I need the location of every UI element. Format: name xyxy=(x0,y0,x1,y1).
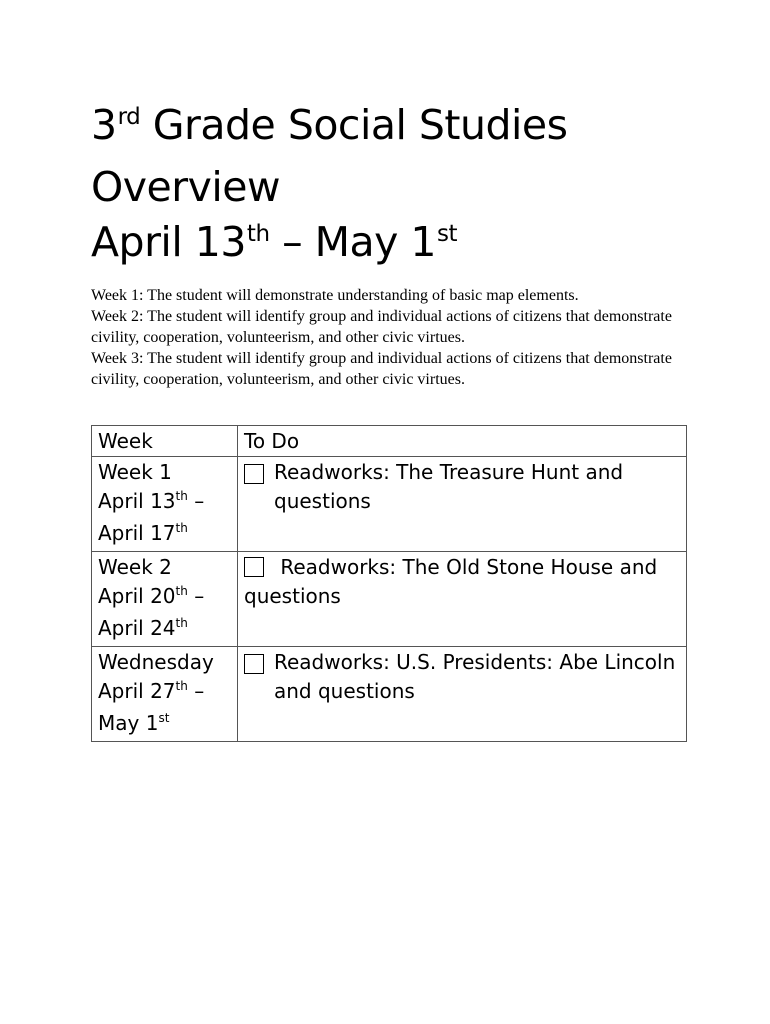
weekly-objectives xyxy=(91,285,691,390)
title-line-1 xyxy=(91,98,568,160)
objective-week-1: Week 1: The student will demonstrate understanding of basic map elements. xyxy=(91,287,579,304)
checkbox[interactable] xyxy=(244,654,264,674)
todo-table xyxy=(91,425,687,742)
week-label: Week 2 xyxy=(98,555,172,579)
objective-week-3: Week 3: The student will identify group and individual actions of citizens that demonstrate civility, cooperation, volunteerism, and other civic virtues. xyxy=(91,350,672,388)
task-cell xyxy=(238,647,687,742)
title-subject: Grade Social Studies xyxy=(140,101,568,149)
title-line-2: Overview xyxy=(91,163,281,211)
end-date-suffix: th xyxy=(175,616,188,630)
end-date-text: May 1 xyxy=(98,711,159,735)
title-start-suffix: th xyxy=(246,221,270,247)
task-item xyxy=(244,648,680,706)
week-start-date xyxy=(98,582,231,614)
week-label: Week 1 xyxy=(98,460,172,484)
title-line-3 xyxy=(91,215,568,277)
week-end-date xyxy=(98,519,231,551)
start-date-text: April 13 xyxy=(98,489,176,513)
week-cell xyxy=(92,647,238,742)
end-date-text: April 17 xyxy=(98,521,176,545)
end-date-suffix: th xyxy=(175,521,188,535)
table-header-row xyxy=(92,426,687,457)
week-start-date xyxy=(98,487,231,519)
header-todo: To Do xyxy=(238,426,687,457)
task-cell xyxy=(238,457,687,552)
title-end-date: – May 1 xyxy=(269,218,436,266)
date-dash: – xyxy=(187,584,205,608)
checkbox[interactable] xyxy=(244,557,264,577)
week-label: Wednesday xyxy=(98,650,214,674)
date-dash: – xyxy=(187,679,205,703)
table-row xyxy=(92,552,687,647)
page-title xyxy=(91,98,568,277)
start-date-suffix: th xyxy=(175,584,188,598)
header-week: Week xyxy=(92,426,238,457)
title-start-date: April 13 xyxy=(91,218,246,266)
task-text: Readworks: U.S. Presidents: Abe Lincoln and questions xyxy=(274,650,676,703)
task-text: Readworks: The Old Stone House and questions xyxy=(244,555,658,608)
start-date-suffix: th xyxy=(175,679,188,693)
title-grade-number: 3 xyxy=(91,101,117,149)
checkbox[interactable] xyxy=(244,464,264,484)
start-date-text: April 27 xyxy=(98,679,176,703)
week-cell xyxy=(92,552,238,647)
task-item xyxy=(244,458,680,516)
task-text: Readworks: The Treasure Hunt and questions xyxy=(274,460,624,513)
table-row xyxy=(92,457,687,552)
title-end-suffix: st xyxy=(436,221,457,247)
table-row xyxy=(92,647,687,742)
end-date-suffix: st xyxy=(158,711,170,725)
week-start-date xyxy=(98,677,231,709)
title-grade-suffix: rd xyxy=(117,104,141,130)
date-dash: – xyxy=(187,489,205,513)
end-date-text: April 24 xyxy=(98,616,176,640)
start-date-text: April 20 xyxy=(98,584,176,608)
start-date-suffix: th xyxy=(175,489,188,503)
week-cell xyxy=(92,457,238,552)
objective-week-2: Week 2: The student will identify group and individual actions of citizens that demonstrate civility, cooperation, volunteerism, and other civic virtues. xyxy=(91,308,672,346)
week-end-date xyxy=(98,709,231,741)
week-end-date xyxy=(98,614,231,646)
task-cell xyxy=(238,552,687,647)
task-item xyxy=(244,553,680,611)
